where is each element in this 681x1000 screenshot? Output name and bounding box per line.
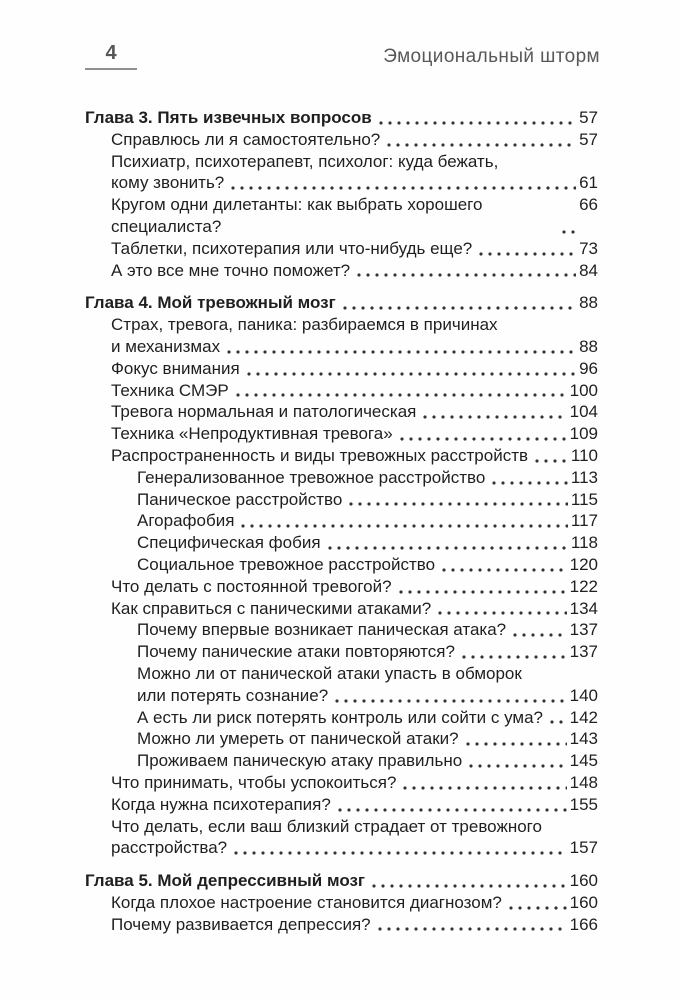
toc-entry-page-number: 143 [569,729,598,749]
toc-entry-line [85,292,598,314]
toc-entry-title-continued: расстройства? [111,838,228,858]
toc-entry-page-number: 148 [569,772,598,792]
dot-leader [357,273,576,277]
toc-entry-page-number: 115 [570,489,598,509]
toc-entry-title: Агорафобия [137,511,235,531]
toc-entry-title: Справлюсь ли я самостоятельно? [111,129,381,149]
toc-entry-title-continued: или потерять сознание? [137,685,329,705]
dot-leader [469,764,566,768]
toc-entry [85,794,598,816]
toc-entry-title: Глава 3. Пять извечных вопросов [85,108,372,127]
toc-entry [85,641,598,663]
toc-entry-line [85,870,598,892]
dot-leader [387,143,576,147]
toc-entry [85,358,598,380]
toc-entry-page-number: 160 [569,871,598,891]
toc-entry-line-1 [137,663,598,685]
toc-entry-title: Социальное тревожное расстройство [137,554,436,574]
toc-entry-line [137,510,598,532]
dot-leader [236,393,567,397]
toc-entry [85,554,598,576]
dot-leader [241,524,567,528]
toc-entry-line [111,358,598,380]
page-header [85,42,600,70]
dot-leader [379,121,576,125]
toc-entry-title: А это все мне точно поможет? [111,260,351,280]
dot-leader [338,808,567,812]
toc-entry-title: Можно ли умереть от панической атаки? [137,729,459,749]
toc-entry-page-number: 155 [569,794,598,814]
toc-entry-line [111,837,598,859]
toc-entry [85,489,598,511]
toc-entry-page-number: 88 [579,336,598,356]
toc-entry-page-number: 84 [579,260,598,280]
toc-entry [85,467,598,489]
dot-leader [442,568,567,572]
toc-chapter-entry [85,107,598,129]
toc-entry-line [137,532,598,554]
toc-entry-page-number: 140 [569,685,598,705]
toc-entry-line [111,794,598,816]
toc-entry-line [137,641,598,663]
toc-entry [85,510,598,532]
toc-entry [85,892,598,914]
dot-leader [400,437,567,441]
toc-entry-page-number: 104 [569,402,598,422]
toc-entry-page-number: 66 [579,195,598,215]
toc-entry [85,238,598,260]
toc-entry-title: Генерализованное тревожное расстройство [137,467,486,487]
toc-entry-line [111,194,598,238]
toc-entry [85,750,598,772]
dot-leader [403,786,566,790]
dot-leader [466,742,567,746]
toc-entry [85,576,598,598]
toc-entry-title-continued: кому звонить? [111,173,225,193]
toc-entry-page-number: 110 [570,445,598,465]
toc-entry-line-1 [111,314,598,336]
toc-entry-line [85,107,598,129]
toc-entry-page-number: 166 [569,914,598,934]
dot-leader [423,415,566,419]
dot-leader [335,699,566,703]
dot-leader [231,186,576,190]
toc-entry [85,707,598,729]
dot-leader [349,502,568,506]
toc-entry-title: Глава 5. Мой депрессивный мозг [85,871,366,891]
toc-entry-title: Кругом одни дилетанты: как выбрать хорошего специалиста? [111,195,488,236]
toc-chapter-entry [85,292,598,314]
dot-leader [399,590,567,594]
dot-leader [438,611,566,615]
toc-entry-page-number: 118 [570,533,598,553]
toc-entry-page-number: 109 [569,424,598,444]
toc-entry-line [137,728,598,750]
toc-entry-title: Глава 4. Мой тревожный мозг [85,293,336,313]
toc-entry-line [111,336,598,358]
dot-leader [343,306,576,310]
running-title: Эмоциональный шторм [383,46,600,67]
dot-leader [550,720,567,724]
toc-entry [85,728,598,750]
dot-leader [234,851,566,855]
toc-entry-line [137,750,598,772]
dot-leader [535,459,568,463]
toc-entry-page-number: 157 [569,838,598,858]
toc-entry-page-number: 160 [569,892,598,912]
toc-entry-title: Страх, тревога, паника: разбираемся в причинах [111,315,498,335]
toc-entry [85,260,598,282]
toc-entry-line [137,467,598,489]
toc-entry-page-number: 134 [569,598,598,618]
toc-entry-title: Психиатр, психотерапевт, психолог: куда бежать, [111,151,499,171]
toc-entry-title: Тревога нормальная и патологическая [111,402,417,422]
toc-entry [85,314,598,358]
toc-entry [85,445,598,467]
dot-leader [227,350,576,354]
toc-entry-line [111,423,598,445]
page-number: 4 [105,42,117,64]
toc-entry-title: Распространенность и виды тревожных расстройств [111,445,529,465]
toc-entry-page-number: 113 [570,467,598,487]
toc-entry [85,914,598,936]
toc-entry [85,816,598,860]
dot-leader [513,633,566,637]
toc-entry [85,663,598,707]
toc-entry-page-number: 61 [579,173,598,193]
dot-leader [372,884,567,888]
toc-entry-title: Почему панические атаки повторяются? [137,642,455,662]
toc-entry-title: Когда нужна психотерапия? [111,794,331,814]
toc-entry-title: Техника СМЭР [111,380,229,400]
toc-entry-title: Как справиться с паническими атаками? [111,598,432,618]
dot-leader [492,481,568,485]
toc-entry-page-number: 120 [569,554,598,574]
toc-entry-line [111,260,598,282]
toc-entry-page-number: 57 [579,108,598,127]
toc-entry-page-number: 100 [569,380,598,400]
toc-entry-line [137,685,598,707]
toc-entry-line [111,401,598,423]
toc-entry-page-number: 137 [569,620,598,640]
toc-entry [85,194,598,238]
toc-entry-title-continued: и механизмах [111,336,221,356]
toc-entry-title: Что делать с постоянной тревогой? [111,576,392,596]
toc-entry-title: А есть ли риск потерять контроль или сойти с ума? [137,707,544,727]
toc-entry-title: Что принимать, чтобы успокоиться? [111,772,397,792]
toc-entry [85,619,598,641]
dot-leader [378,927,567,931]
toc-entry-line [137,707,598,729]
toc-entry-line [137,489,598,511]
toc-entry-title: Что делать, если ваш близкий страдает от тревожного [111,816,542,836]
toc-entry-title: Техника «Непродуктивная тревога» [111,424,393,444]
toc-entry-page-number: 137 [569,642,598,662]
toc-entry-line [111,129,598,151]
toc-entry-line [111,238,598,260]
toc-entry-title: Паническое расстройство [137,489,343,509]
dot-leader [328,546,568,550]
toc-entry-line [111,576,598,598]
dot-leader [562,230,576,234]
toc-entry-line [137,554,598,576]
toc-entry-line [111,772,598,794]
toc-entry-title: Когда плохое настроение становится диагнозом? [111,892,502,912]
toc-entry [85,151,598,195]
toc-entry-line [111,914,598,936]
toc-entry [85,129,598,151]
toc-entry-line [111,445,598,467]
toc-entry-line [111,172,598,194]
toc-entry [85,423,598,445]
toc-entry-page-number: 142 [569,707,598,727]
toc-entry-page-number: 57 [579,129,598,149]
toc-entry-line [111,380,598,402]
toc-entry-page-number: 117 [570,511,598,531]
toc-entry-page-number: 73 [579,238,598,258]
toc-entry [85,598,598,620]
toc-entry-page-number: 145 [569,751,598,771]
dot-leader [509,906,567,910]
toc-entry-title: Почему развивается депрессия? [111,914,371,934]
dot-leader [479,252,576,256]
toc-entry [85,772,598,794]
toc-entry-line [111,598,598,620]
toc-entry-page-number: 122 [569,576,598,596]
toc-entry-title: Проживаем паническую атаку правильно [137,751,463,771]
toc-entry-page-number: 96 [579,358,598,378]
toc-entry-title: Специфическая фобия [137,533,321,553]
toc-chapter-entry [85,870,598,892]
toc-entry [85,401,598,423]
toc-entry-title: Таблетки, психотерапия или что-нибудь еще? [111,238,473,258]
toc-entry-line [111,892,598,914]
toc-entry-line-1 [111,151,598,173]
toc-entry-line-1 [111,816,598,838]
toc-entry-page-number: 88 [579,293,598,313]
toc-entry [85,532,598,554]
toc-entry-title: Почему впервые возникает паническая атака? [137,620,507,640]
toc-entry-title: Фокус внимания [111,358,240,378]
toc-entry-line [137,619,598,641]
toc-entry-title: Можно ли от панической атаки упасть в обморок [137,663,522,683]
dot-leader [462,655,567,659]
page-number-underline [85,42,137,70]
dot-leader [247,372,576,376]
toc-entry [85,380,598,402]
table-of-contents [85,107,598,935]
